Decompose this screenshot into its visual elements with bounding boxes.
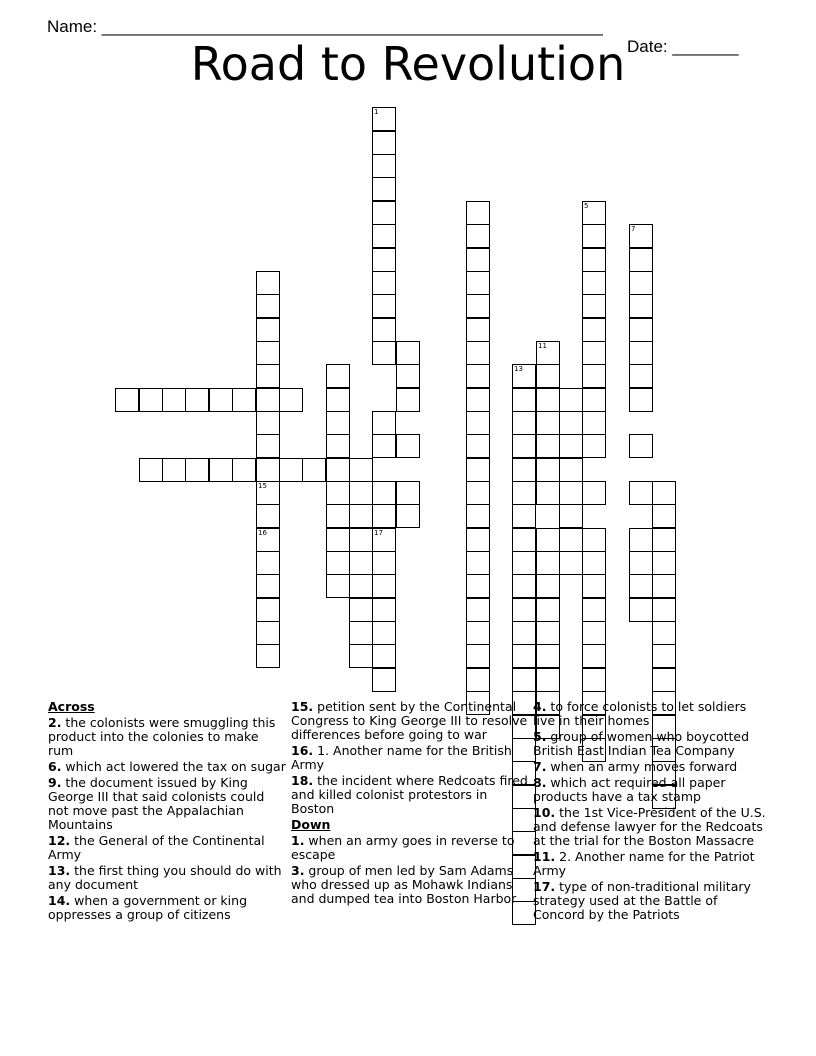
grid-cell[interactable] — [536, 668, 560, 692]
grid-cell[interactable] — [372, 528, 396, 552]
clue-item — [291, 774, 529, 816]
clue-number-label: 13. — [48, 863, 71, 878]
grid-cell[interactable] — [582, 574, 606, 598]
grid-cell[interactable] — [466, 458, 490, 482]
grid-cell[interactable] — [629, 294, 653, 318]
date-blank[interactable]: _______ — [672, 37, 739, 56]
clue-text: 1. Another name for the British Army — [291, 743, 512, 772]
grid-cell[interactable] — [652, 668, 676, 692]
clue-number-label: 15. — [291, 699, 314, 714]
clue-item — [48, 760, 286, 774]
clue-number: 13 — [514, 365, 523, 373]
grid-cell[interactable] — [396, 434, 420, 458]
grid-cell[interactable] — [536, 621, 560, 645]
grid-cell[interactable] — [349, 504, 373, 528]
clue-number-label: 8. — [533, 775, 547, 790]
clue-text: group of men led by Sam Adams who dressed up as Mohawk Indians and dumped tea into Boston Harbor — [291, 863, 517, 906]
grid-cell[interactable] — [372, 574, 396, 598]
grid-cell[interactable] — [372, 341, 396, 365]
clue-item — [533, 880, 771, 922]
grid-cell[interactable] — [209, 458, 233, 482]
clue-text: the 1st Vice-President of the U.S. and defense lawyer for the Redcoats at the trial for the Boston Massacre — [533, 805, 766, 848]
page-title: Road to Revolution — [190, 37, 626, 91]
grid-cell[interactable] — [512, 504, 536, 528]
grid-cell[interactable] — [349, 621, 373, 645]
grid-cell[interactable] — [349, 574, 373, 598]
grid-cell[interactable] — [559, 458, 583, 482]
grid-cell[interactable] — [559, 551, 583, 575]
grid-cell[interactable] — [349, 644, 373, 668]
grid-cell[interactable] — [256, 411, 280, 435]
clue-column-2 — [291, 700, 529, 908]
grid-cell[interactable] — [372, 598, 396, 622]
grid-cell[interactable] — [349, 528, 373, 552]
grid-cell[interactable] — [372, 411, 396, 435]
clue-number-label: 11. — [533, 849, 556, 864]
grid-cell[interactable] — [256, 481, 280, 505]
grid-cell[interactable] — [372, 504, 396, 528]
clue-number-label: 5. — [533, 729, 547, 744]
clue-text: the document issued by King George III that said colonists could not move past the Appalachian Mountains — [48, 775, 265, 832]
grid-cell[interactable] — [256, 458, 280, 482]
grid-cell[interactable] — [396, 364, 420, 388]
grid-cell[interactable] — [372, 318, 396, 342]
grid-cell[interactable] — [512, 411, 536, 435]
grid-cell[interactable] — [372, 224, 396, 248]
grid-cell[interactable] — [256, 364, 280, 388]
clue-item — [533, 806, 771, 848]
grid-cell[interactable] — [582, 271, 606, 295]
grid-cell[interactable] — [466, 598, 490, 622]
clue-number-label: 3. — [291, 863, 305, 878]
grid-cell[interactable] — [512, 458, 536, 482]
grid-cell[interactable] — [536, 574, 560, 598]
grid-cell[interactable] — [256, 388, 280, 412]
grid-cell[interactable] — [559, 504, 583, 528]
clue-item — [291, 744, 529, 772]
grid-cell[interactable] — [512, 598, 536, 622]
grid-cell[interactable] — [536, 528, 560, 552]
grid-cell[interactable] — [372, 551, 396, 575]
clue-item — [533, 730, 771, 758]
clue-number-label: 14. — [48, 893, 71, 908]
clue-number: 5 — [584, 202, 589, 210]
grid-cell[interactable] — [512, 668, 536, 692]
clue-item — [533, 776, 771, 804]
grid-cell[interactable] — [372, 644, 396, 668]
grid-cell[interactable] — [372, 621, 396, 645]
clue-text: which act lowered the tax on sugar — [61, 759, 286, 774]
name-label: Name: — [47, 17, 102, 36]
grid-cell[interactable] — [232, 388, 256, 412]
grid-cell[interactable] — [256, 271, 280, 295]
grid-cell[interactable] — [629, 528, 653, 552]
grid-cell[interactable] — [512, 644, 536, 668]
grid-cell[interactable] — [536, 364, 560, 388]
grid-cell[interactable] — [372, 131, 396, 155]
grid-cell[interactable] — [559, 388, 583, 412]
clue-number: 1 — [374, 108, 379, 116]
grid-cell[interactable] — [256, 318, 280, 342]
clue-number-label: 16. — [291, 743, 314, 758]
grid-cell[interactable] — [466, 481, 490, 505]
grid-cell[interactable] — [629, 248, 653, 272]
across-clue-list — [48, 716, 286, 922]
clue-text: to force colonists to let soldiers live in their homes — [533, 699, 747, 728]
clue-text: group of women who boycotted British East Indian Tea Company — [533, 729, 750, 758]
grid-cell[interactable] — [256, 621, 280, 645]
grid-cell[interactable] — [466, 294, 490, 318]
grid-cell[interactable] — [279, 458, 303, 482]
grid-cell[interactable] — [326, 364, 350, 388]
clue-column-1 — [48, 700, 286, 924]
grid-cell[interactable] — [326, 551, 350, 575]
across-clue-list-continued — [291, 700, 529, 816]
grid-cell[interactable] — [326, 411, 350, 435]
grid-cell[interactable] — [582, 668, 606, 692]
clue-text: the General of the Continental Army — [48, 833, 265, 862]
grid-cell[interactable] — [536, 598, 560, 622]
grid-cell[interactable] — [326, 528, 350, 552]
grid-cell[interactable] — [652, 551, 676, 575]
grid-cell[interactable] — [326, 434, 350, 458]
clue-item — [533, 760, 771, 774]
grid-cell[interactable] — [372, 201, 396, 225]
grid-cell[interactable] — [629, 434, 653, 458]
grid-cell[interactable] — [652, 481, 676, 505]
grid-cell[interactable] — [466, 248, 490, 272]
grid-cell[interactable] — [536, 458, 560, 482]
clue-text: the incident where Redcoats fired and killed colonist protestors in Boston — [291, 773, 528, 816]
grid-cell[interactable] — [512, 481, 536, 505]
grid-cell[interactable] — [582, 644, 606, 668]
down-clue-list — [291, 834, 529, 906]
clue-text: type of non-traditional military strategy used at the Battle of Concord by the Patriots — [533, 879, 751, 922]
grid-cell[interactable] — [512, 434, 536, 458]
clue-item — [533, 700, 771, 728]
grid-cell[interactable] — [326, 504, 350, 528]
grid-cell[interactable] — [466, 411, 490, 435]
grid-cell[interactable] — [349, 598, 373, 622]
grid-cell[interactable] — [559, 481, 583, 505]
grid-cell[interactable] — [396, 481, 420, 505]
grid-cell[interactable] — [162, 458, 186, 482]
clue-text: when an army goes in reverse to escape — [291, 833, 515, 862]
grid-cell[interactable] — [372, 434, 396, 458]
grid-cell[interactable] — [466, 271, 490, 295]
grid-cell[interactable] — [372, 107, 396, 131]
grid-cell[interactable] — [256, 574, 280, 598]
grid-cell[interactable] — [372, 154, 396, 178]
grid-cell[interactable] — [185, 388, 209, 412]
grid-cell[interactable] — [372, 294, 396, 318]
grid-cell[interactable] — [372, 271, 396, 295]
grid-cell[interactable] — [466, 504, 490, 528]
grid-cell[interactable] — [209, 388, 233, 412]
grid-cell[interactable] — [372, 177, 396, 201]
grid-cell[interactable] — [582, 364, 606, 388]
grid-cell[interactable] — [629, 224, 653, 248]
grid-cell[interactable] — [512, 364, 536, 388]
clue-number: 16 — [258, 529, 267, 537]
down-heading: Down — [291, 817, 331, 832]
grid-cell[interactable] — [256, 341, 280, 365]
grid-cell[interactable] — [326, 481, 350, 505]
clue-text: when a government or king oppresses a group of citizens — [48, 893, 247, 922]
grid-cell[interactable] — [256, 504, 280, 528]
grid-cell[interactable] — [466, 364, 490, 388]
grid-cell[interactable] — [652, 644, 676, 668]
clue-item — [48, 776, 286, 832]
clue-text: which act required all paper products have a tax stamp — [533, 775, 726, 804]
grid-cell[interactable] — [349, 458, 373, 482]
clue-text: the colonists were smuggling this product into the colonies to make rum — [48, 715, 276, 758]
grid-cell[interactable] — [629, 271, 653, 295]
grid-cell[interactable] — [582, 551, 606, 575]
clue-number-label: 4. — [533, 699, 547, 714]
grid-cell[interactable] — [256, 528, 280, 552]
down-clue-list-continued — [533, 700, 771, 922]
grid-cell[interactable] — [512, 574, 536, 598]
grid-cell[interactable] — [512, 621, 536, 645]
clue-number: 11 — [538, 342, 547, 350]
grid-cell[interactable] — [629, 551, 653, 575]
clue-item — [291, 864, 529, 906]
clue-number-label: 17. — [533, 879, 556, 894]
clue-number: 7 — [631, 225, 636, 233]
grid-cell[interactable] — [652, 528, 676, 552]
clue-number-label: 12. — [48, 833, 71, 848]
clue-item — [533, 850, 771, 878]
grid-cell[interactable] — [396, 504, 420, 528]
grid-cell[interactable] — [256, 644, 280, 668]
grid-cell[interactable] — [629, 364, 653, 388]
grid-cell[interactable] — [466, 388, 490, 412]
grid-cell[interactable] — [536, 551, 560, 575]
grid-cell[interactable] — [559, 411, 583, 435]
clue-item — [291, 700, 529, 742]
grid-cell[interactable] — [162, 388, 186, 412]
clue-number: 15 — [258, 482, 267, 490]
grid-cell[interactable] — [582, 294, 606, 318]
grid-cell[interactable] — [512, 388, 536, 412]
grid-cell[interactable] — [466, 621, 490, 645]
clue-item — [48, 894, 286, 922]
grid-cell[interactable] — [372, 668, 396, 692]
grid-cell[interactable] — [185, 458, 209, 482]
grid-cell[interactable] — [629, 341, 653, 365]
clue-item — [48, 864, 286, 892]
grid-cell[interactable] — [559, 528, 583, 552]
grid-cell[interactable] — [396, 341, 420, 365]
grid-cell[interactable] — [629, 318, 653, 342]
clue-item — [291, 834, 529, 862]
grid-cell[interactable] — [582, 248, 606, 272]
grid-cell[interactable] — [466, 668, 490, 692]
grid-cell[interactable] — [372, 481, 396, 505]
name-blank[interactable]: _____________________________________________________ — [101, 17, 603, 36]
grid-cell[interactable] — [582, 411, 606, 435]
grid-cell[interactable] — [349, 551, 373, 575]
grid-cell[interactable] — [326, 458, 350, 482]
clue-number-label: 1. — [291, 833, 305, 848]
grid-cell[interactable] — [466, 201, 490, 225]
grid-cell[interactable] — [232, 458, 256, 482]
grid-cell[interactable] — [256, 434, 280, 458]
grid-cell[interactable] — [372, 248, 396, 272]
grid-cell[interactable] — [139, 458, 163, 482]
clue-number-label: 7. — [533, 759, 547, 774]
clue-column-3 — [533, 700, 771, 924]
across-heading: Across — [48, 699, 95, 714]
grid-cell[interactable] — [652, 598, 676, 622]
grid-cell[interactable] — [582, 621, 606, 645]
grid-cell[interactable] — [302, 458, 326, 482]
clue-number-label: 2. — [48, 715, 62, 730]
grid-cell[interactable] — [256, 294, 280, 318]
clue-item — [48, 716, 286, 758]
grid-cell[interactable] — [582, 598, 606, 622]
grid-cell[interactable] — [536, 341, 560, 365]
grid-cell[interactable] — [536, 434, 560, 458]
grid-cell[interactable] — [466, 318, 490, 342]
grid-cell[interactable] — [466, 574, 490, 598]
grid-cell[interactable] — [652, 621, 676, 645]
grid-cell[interactable] — [582, 481, 606, 505]
clue-text: 2. Another name for the Patriot Army — [533, 849, 755, 878]
grid-cell[interactable] — [582, 388, 606, 412]
grid-cell[interactable] — [466, 341, 490, 365]
clue-item — [48, 834, 286, 862]
grid-cell[interactable] — [326, 388, 350, 412]
clue-text: when an army moves forward — [546, 759, 738, 774]
grid-cell[interactable] — [582, 341, 606, 365]
grid-cell[interactable] — [652, 504, 676, 528]
grid-cell[interactable] — [466, 551, 490, 575]
grid-cell[interactable] — [582, 528, 606, 552]
grid-cell[interactable] — [466, 644, 490, 668]
grid-cell[interactable] — [279, 388, 303, 412]
clue-number-label: 10. — [533, 805, 556, 820]
grid-cell[interactable] — [512, 551, 536, 575]
grid-cell[interactable] — [536, 481, 560, 505]
clue-text: petition sent by the Continental Congress to King George III to resolve differences before going to war — [291, 699, 528, 742]
grid-cell[interactable] — [139, 388, 163, 412]
clue-number-label: 18. — [291, 773, 314, 788]
grid-cell[interactable] — [536, 411, 560, 435]
grid-cell[interactable] — [559, 434, 583, 458]
grid-cell[interactable] — [629, 598, 653, 622]
grid-cell[interactable] — [582, 434, 606, 458]
grid-cell[interactable] — [115, 388, 139, 412]
grid-cell[interactable] — [629, 481, 653, 505]
clue-number-label: 6. — [48, 759, 62, 774]
grid-cell[interactable] — [629, 388, 653, 412]
clue-number-label: 9. — [48, 775, 62, 790]
grid-cell[interactable] — [256, 598, 280, 622]
grid-cell[interactable] — [256, 551, 280, 575]
clue-text: the first thing you should do with any document — [48, 863, 282, 892]
grid-cell[interactable] — [466, 528, 490, 552]
grid-cell[interactable] — [582, 224, 606, 248]
grid-cell[interactable] — [396, 388, 420, 412]
grid-cell[interactable] — [512, 528, 536, 552]
grid-cell[interactable] — [466, 434, 490, 458]
grid-cell[interactable] — [466, 224, 490, 248]
grid-cell[interactable] — [652, 574, 676, 598]
grid-cell[interactable] — [536, 388, 560, 412]
grid-cell[interactable] — [326, 574, 350, 598]
clue-number: 17 — [374, 529, 383, 537]
date-label: Date: — [627, 37, 673, 56]
grid-cell[interactable] — [582, 201, 606, 225]
grid-cell[interactable] — [582, 318, 606, 342]
grid-cell[interactable] — [629, 574, 653, 598]
grid-cell[interactable] — [536, 644, 560, 668]
